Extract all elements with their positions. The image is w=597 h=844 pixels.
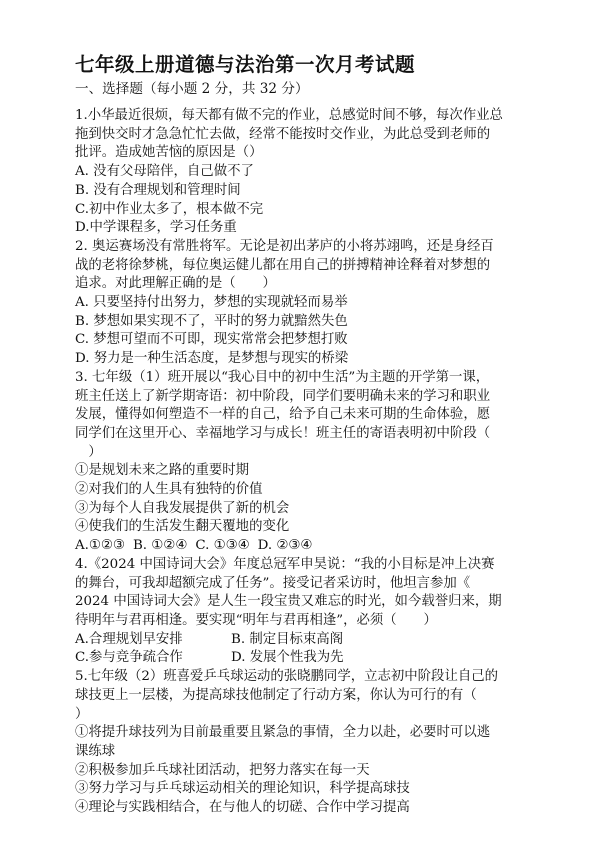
option-d: D.中学课程多，学习任务重 xyxy=(75,220,237,236)
statement-item: ④使我们的生活发生翻天覆地的变化 xyxy=(75,519,290,535)
question-stem-line: 战的老将徐梦桃，每位奥运健儿都在用自己的拼搏精神诠释着对梦想的 xyxy=(75,257,491,273)
statement-item: ①是规划未来之路的重要时期 xyxy=(75,463,250,479)
options-row xyxy=(75,631,525,650)
question-stem-line: 发展，懂得如何塑造不一样的自己，给予自己未来可期的生命体验，愿 xyxy=(75,407,491,423)
page-title: 七年级上册道德与法治第一次月考试题 xyxy=(75,53,416,76)
question-stem-line: 1.小华最近很烦，每天都有做不完的作业，总感觉时间不够，每次作业总 xyxy=(75,108,503,123)
option-d: D. 发展个性我为先 xyxy=(231,650,344,666)
question-stem-line: 2. 奥运赛场没有常胜将军。无论是初出茅庐的小将苏翊鸣，还是身经百 xyxy=(75,238,494,254)
options-row xyxy=(75,649,525,668)
question-stem-line: 追求。对此理解正确的是（ ） xyxy=(75,276,276,292)
option-b: B. 梦想如果实现不了，平时的努力就黯然失色 xyxy=(75,313,348,329)
statement-item: 课练球 xyxy=(75,743,116,759)
statement-item: ④理论与实践相结合，在与他人的切磋、合作中学习提高 xyxy=(75,800,410,816)
question-stem-line: ） xyxy=(75,706,89,722)
question-stem-line: 4.《2024 中国诗词大会》年度总冠军申昊说：“我的小目标是冲上决赛 xyxy=(75,556,495,572)
question-stem-line: 待明年与君再相逢。要实现“明年与君再相逢”，必须（ ） xyxy=(75,612,437,628)
statement-item: ③为每个人自我发展提供了新的机会 xyxy=(75,500,290,516)
option-c: C.参与竞争疏合作 xyxy=(75,650,183,666)
question-2 xyxy=(75,238,525,369)
option-a: A. 只要坚持付出努力，梦想的实现就轻而易举 xyxy=(75,295,348,311)
statement-item: ③努力学习与乒乓球运动相关的理论知识，科学提高球技 xyxy=(75,781,410,797)
option-b: B. 没有合理规划和管理时间 xyxy=(75,182,241,198)
question-1 xyxy=(75,107,525,238)
question-stem-line: 球技更上一层楼，为提高球技他制定了行动方案，你认为可行的有（ xyxy=(75,687,477,703)
option-a: A.合理规划早安排 xyxy=(75,631,183,647)
statement-item: ②积极参加乒乓球社团活动，把努力落实在每一天 xyxy=(75,762,370,778)
question-4 xyxy=(75,556,525,668)
option-b: B. ①②④ xyxy=(132,538,188,554)
statement-item: ①将提升球技列为目前最重要且紧急的事情，全力以赴，必要时可以逃 xyxy=(75,725,491,741)
question-stem-line: 同学们在这里开心、幸福地学习与成长！班主任的寄语表明初中阶段（ xyxy=(75,425,491,441)
options-row xyxy=(75,537,525,556)
option-a: A. 没有父母陪伴，自己做不了 xyxy=(75,164,254,180)
question-stem-line: 批评。造成她苦恼的原因是（） xyxy=(75,145,263,161)
question-stem-line: 的舞台，可我却超额完成了任务”。接受记者采访时，他坦言参加《 xyxy=(75,575,471,591)
question-stem-line: 2024 中国诗词大会》是人生一段宝贵又难忘的时光，如今载誉归来，期 xyxy=(75,594,502,610)
option-b: B. 制定目标束高阁 xyxy=(231,631,344,647)
option-c: C. 梦想可望而不可即，现实常常会把梦想打败 xyxy=(75,332,348,348)
question-stem-line: ） xyxy=(75,444,102,460)
question-5 xyxy=(75,668,525,818)
question-stem-line: 拖到快交时才急急忙忙去做，经常不能按时交作业，为此总受到老师的 xyxy=(75,126,491,142)
statement-item: ②对我们的人生具有独特的价值 xyxy=(75,482,263,498)
section-heading: 一、选择题（每小题 2 分，共 32 分） xyxy=(75,81,309,97)
question-stem-line: 班主任送上了新学期寄语：初中阶段，同学们要明确未来的学习和职业 xyxy=(75,388,491,404)
option-a: A.①②③ xyxy=(75,538,125,554)
option-c: C.初中作业太多了，根本做不完 xyxy=(75,201,264,217)
option-d: D. 努力是一种生活态度，是梦想与现实的桥梁 xyxy=(75,351,349,367)
option-d: D. ②③④ xyxy=(257,538,313,554)
question-3 xyxy=(75,369,525,556)
option-c: C. ①③④ xyxy=(195,538,250,554)
question-stem-line: 5.七年级（2）班喜爱乒乓球运动的张晓鹏同学，立志初中阶段让自己的 xyxy=(75,669,499,685)
question-stem-line: 3. 七年级（1）班开展以“我心目中的初中生活”为主题的开学第一课， xyxy=(75,369,490,385)
